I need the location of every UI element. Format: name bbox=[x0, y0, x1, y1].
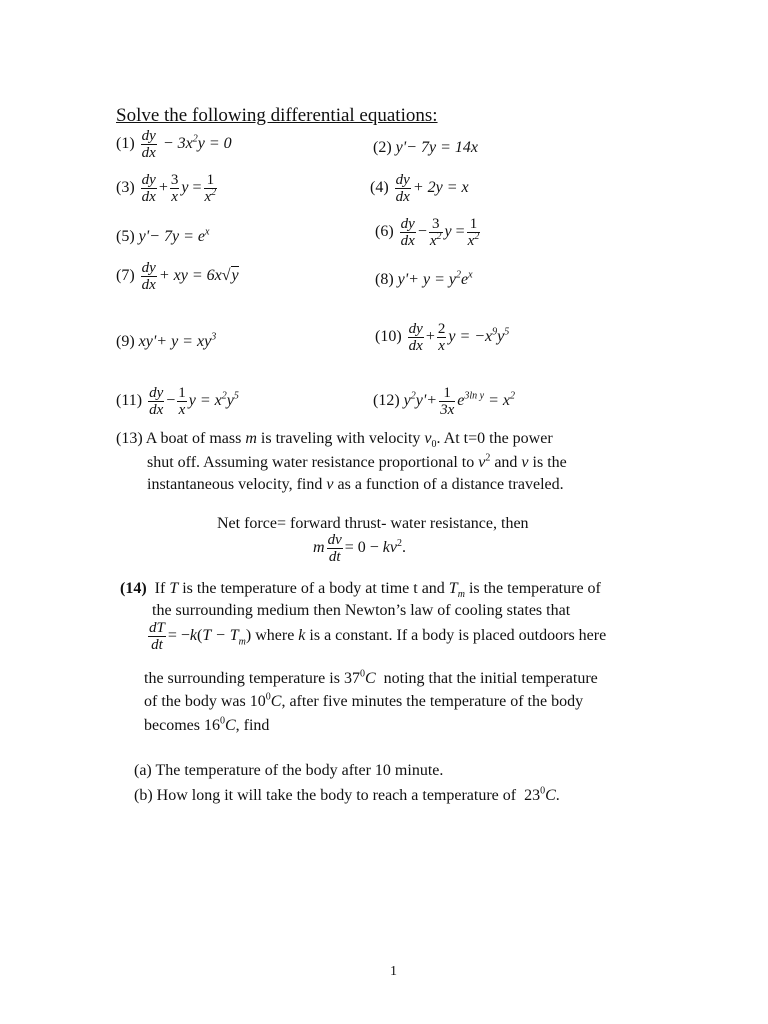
label-9: (9) bbox=[116, 333, 135, 350]
label-11: (11) bbox=[116, 392, 143, 410]
net-force-statement: Net force= forward thrust- water resistance, then bbox=[217, 515, 529, 532]
equation-4: (4) $\frac{dy}{dx}$ + 2y = x bbox=[370, 172, 469, 205]
equation-11: (11) $\frac{dy}{dx}$ − $\frac{1}{x}$ $y = x^2y^5$ bbox=[116, 385, 239, 418]
equation-1: (1) $\frac{dy}{dx}$ − $3x^2y = 0$ bbox=[116, 128, 232, 161]
equation-7: (7) $\frac{dy}{dx}$ + xy = 6x√y bbox=[116, 260, 239, 293]
problem-13-line-3: instantaneous velocity, find v as a function of a distance traveled. bbox=[147, 476, 564, 493]
problem-14-line-2: the surrounding medium then Newton’s law of cooling states that bbox=[152, 602, 571, 619]
problem-13-line-2: shut off. Assuming water resistance proportional to $v^2$ and v is the bbox=[147, 452, 567, 471]
problem-14-line-1: (14) If T is the temperature of a body at time t and $T_m$ is the temperature of bbox=[120, 580, 601, 601]
label-4: (4) bbox=[370, 179, 389, 197]
equation-8: (8) $y'+ y = y^2e^x$ bbox=[375, 269, 473, 288]
label-8: (8) bbox=[375, 271, 394, 288]
problem-14-part-a: (a) The temperature of the body after 10 minute. bbox=[134, 762, 444, 779]
label-14: (14) bbox=[120, 580, 147, 597]
equation-3: (3) $\frac{dy}{dx}$ + $\frac{3}{x}$ y = $\frac{1}{x^2}$ bbox=[116, 172, 217, 205]
page-number: 1 bbox=[390, 964, 397, 979]
label-7: (7) bbox=[116, 267, 135, 285]
newton-cooling-equation: $\frac{dT}{dt}$ = $-k(T - T_m)$ where k is a constant. If a body is placed outdoors here bbox=[149, 620, 607, 653]
page-heading: Solve the following differential equations: bbox=[116, 105, 438, 126]
net-force-equation: m $\frac{dv}{dt}$ = $0 - kv^2$. bbox=[313, 532, 406, 565]
equation-5: (5) $y'- 7y = e^x$ bbox=[116, 226, 210, 245]
label-5: (5) bbox=[116, 228, 135, 245]
label-12: (12) bbox=[373, 392, 400, 410]
label-10: (10) bbox=[375, 328, 402, 346]
equation-9: (9) $xy'+ y = xy^3$ bbox=[116, 331, 217, 350]
label-1: (1) bbox=[116, 135, 135, 153]
problem-14-line-6: becomes $16^0C$, find bbox=[144, 715, 270, 734]
problem-14-line-5: of the body was $10^0C$, after five minutes the temperature of the body bbox=[144, 691, 584, 710]
label-6: (6) bbox=[375, 223, 394, 241]
problem-14-part-b: (b) How long it will take the body to reach a temperature of $23^0C$. bbox=[134, 785, 560, 804]
equation-12: (12) $y^2y'+$ $\frac{1}{3x}$ $e^{3ln y} = x^2$ bbox=[373, 385, 515, 418]
problem-14-line-4: the surrounding temperature is $37^0C$ noting that the initial temperature bbox=[144, 668, 598, 687]
equation-2: (2) y'− 7y = 14x bbox=[373, 139, 478, 156]
fraction-dy-dx: $\frac{dy}{dx}$ bbox=[141, 128, 156, 161]
equation-10: (10) $\frac{dy}{dx}$ + $\frac{2}{x}$ $y = -x^9y^5$ bbox=[375, 321, 510, 354]
label-3: (3) bbox=[116, 179, 135, 197]
label-2: (2) bbox=[373, 139, 392, 156]
problem-13-line-1: (13) A boat of mass m is traveling with velocity $v_0$. At t=0 the power bbox=[116, 430, 553, 451]
equation-6: (6) $\frac{dy}{dx}$ − $\frac{3}{x^2}$ y = $\frac{1}{x^2}$ bbox=[375, 216, 480, 249]
